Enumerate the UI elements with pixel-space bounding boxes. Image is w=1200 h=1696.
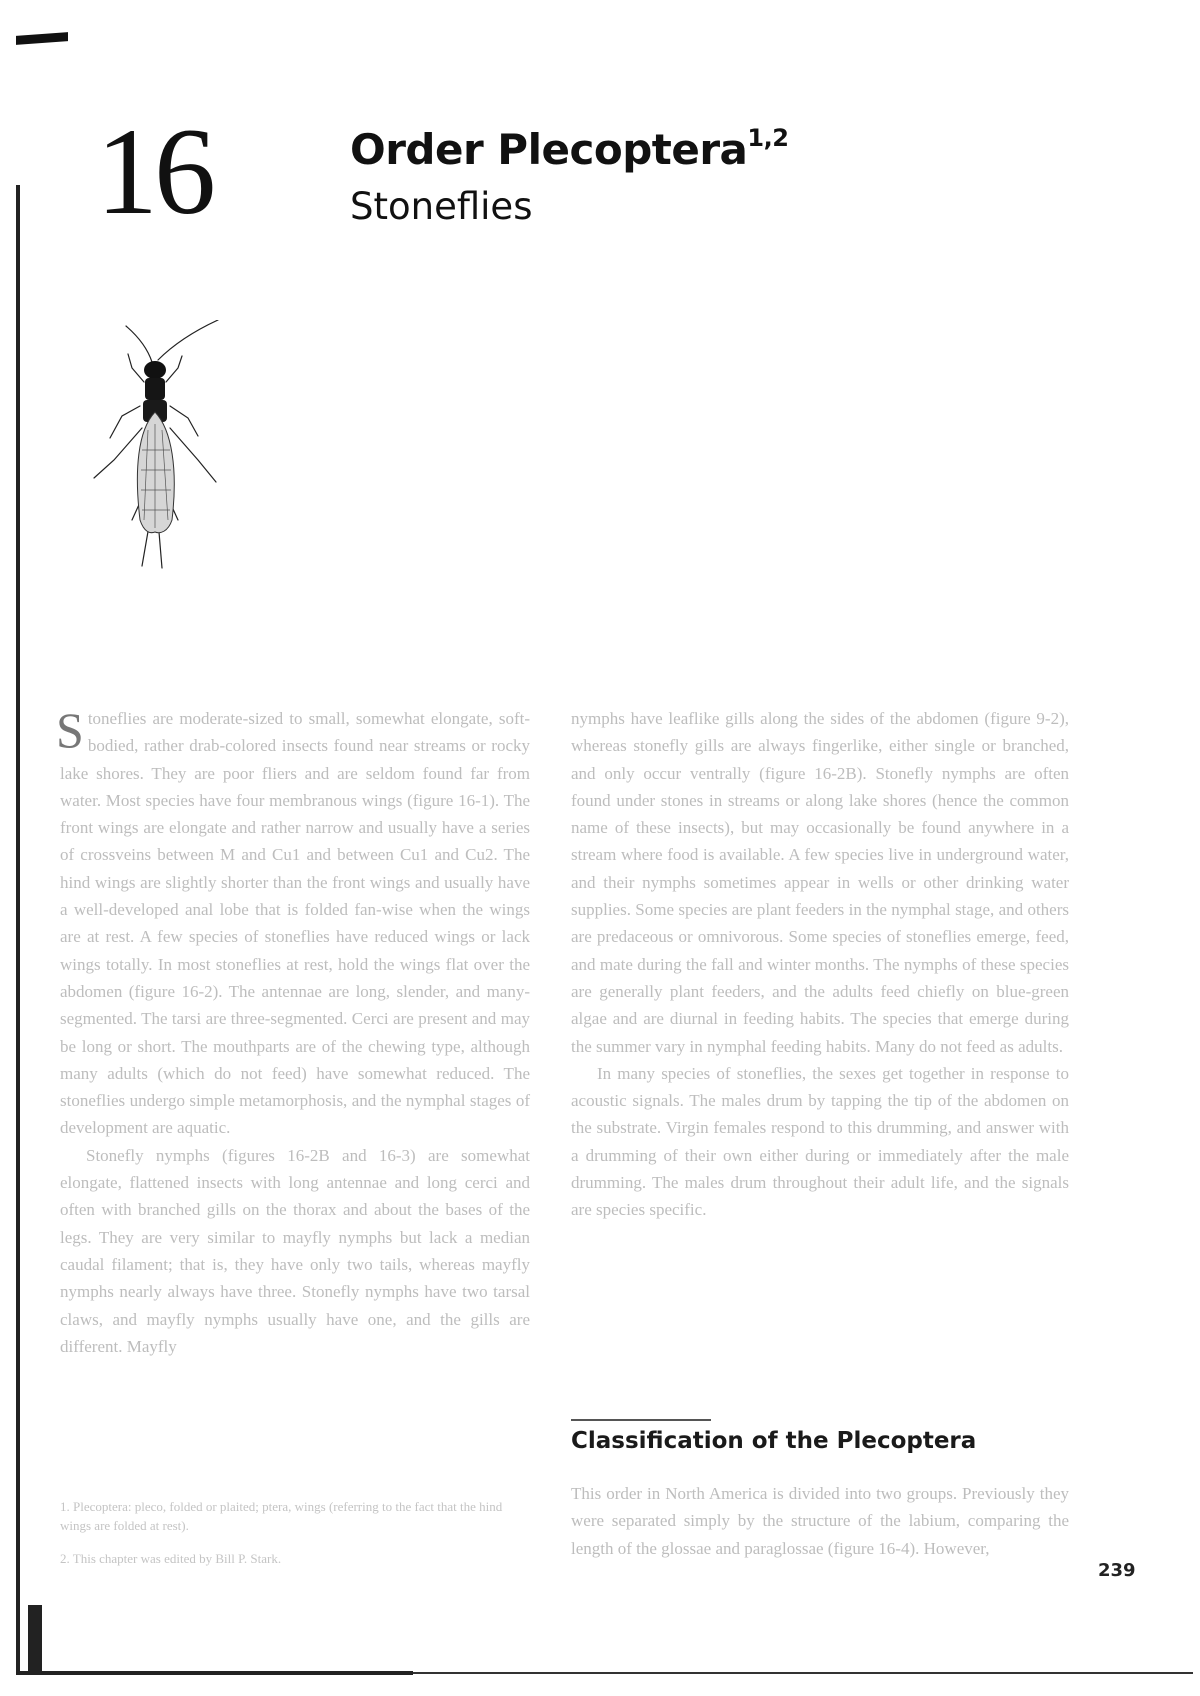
habitat-paragraph: nymphs have leaflike gills along the sides of the abdomen (figure 9-2), whereas stonefly gills are always fingerlike, either single or branched, and only occur ventrally (figure 16-2B). Stonefly nymphs are often found under stones in streams or along lake shores (hence the common name of these insects), but may occasionally be found anywhere in a stream where food is available. A few species live in underground water, and their nymphs sometimes appear in wells or other drinking water supplies. Some species are plant feeders in the nymphal stage, and others are predaceous or omnivorous. Some species of stoneflies emerge, feed, and mate during the fall and winter months. The nymphs of these species are generally plant feeders, and the adults feed chiefly on blue-green algae and are diurnal in feeding habits. The species that emerge during the summer vary in nymphal feeding habits. Many do not feed as adults. (571, 709, 1069, 1056)
chapter-title-text: Order Plecoptera (350, 125, 748, 174)
footnote-2: 2. This chapter was edited by Bill P. Stark. (60, 1551, 282, 1566)
classification-text (571, 1480, 1069, 1562)
title-footnote-marker: 1,2 (747, 124, 789, 152)
stonefly-illustration-icon (92, 320, 252, 580)
intro-paragraph (56, 702, 530, 1142)
left-rule-base (28, 1605, 42, 1675)
text-column-right (571, 705, 1069, 1224)
page-number: 239 (1098, 1560, 1136, 1581)
section-heading: Classification of the Plecoptera (571, 1428, 977, 1454)
drumming-paragraph: In many species of stoneflies, the sexes get together in response to acoustic signals. The males drum by tapping the tip of the abdomen on the substrate. Virgin females respond to this drumming, and answer with a drumming of their own either during or immediately after the male drumming. The males drum throughout their adult life, and the signals are species specific. (571, 1063, 1069, 1220)
section-rule (571, 1419, 711, 1421)
nymph-paragraph: Stonefly nymphs (figures 16-2B and 16-3) are somewhat elongate, flattened insects with long antennae and long cerci and often with branched gills on the thorax and about the bases of the legs. They are very similar to mayfly nymphs but lack a median caudal filament; that is, they have only two tails, whereas mayfly nymphs nearly always have three. Stonefly nymphs have two tarsal claws, and mayfly nymphs usually have one, and the gills are different. Mayfly (60, 1145, 530, 1356)
corner-mark (16, 32, 68, 45)
left-rule (16, 185, 20, 1675)
chapter-subtitle: Stoneflies (350, 185, 533, 228)
intro-paragraph-text: toneflies are moderate-sized to small, somewhat elongate, soft-bodied, rather drab-colored insects found near streams or rocky lake shores. They are poor fliers and are seldom found far from water. Most species have four membranous wings (figure 16-1). The front wings are elongate and rather narrow and usually have a series of crossveins between M and Cu1 and between Cu1 and Cu2. The hind wings are slightly shorter than the front wings and usually have a well-developed anal lobe that is folded fan-wise when the wings are at rest. A few species of stoneflies have reduced wings or lack wings totally. In most stoneflies at rest, hold the wings flat over the abdomen (figure 16-2). The antennae are long, slender, and many-segmented. The tarsi are three-segmented. Cerci are present and may be long or short. The mouthparts are of the chewing type, although many adults (which do not feed) have somewhat reduced. The stoneflies undergo simple metamorphosis, and the nymphal stages of development are aquatic. (60, 709, 530, 1138)
footnote-1: 1. Plecoptera: pleco, folded or plaited; ptera, wings (referring to the fact that the hind wings are folded at rest). (60, 1499, 503, 1533)
drop-cap: S (56, 702, 84, 758)
classification-paragraph: This order in North America is divided into two groups. Previously they were separated simply by the structure of the labium, comparing the length of the glossae and paraglossae (figure 16-4). However, (571, 1484, 1069, 1558)
text-column-left (56, 702, 530, 1360)
chapter-title (350, 124, 788, 174)
chapter-number: 16 (96, 103, 212, 240)
bottom-rule-dark (18, 1671, 413, 1675)
footnotes (60, 1497, 530, 1582)
